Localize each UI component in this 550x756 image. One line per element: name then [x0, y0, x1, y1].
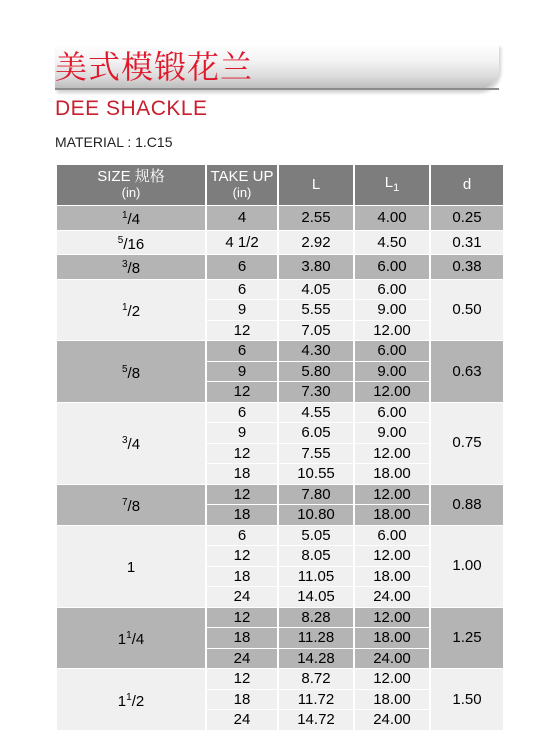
l-cell: 5.55 — [279, 300, 353, 320]
size-whole: 1 — [117, 692, 127, 710]
l1-cell: 18.00 — [355, 628, 429, 648]
l-cell: 7.55 — [279, 444, 353, 464]
size-cell — [57, 255, 205, 279]
l-cell: 11.72 — [279, 690, 353, 710]
size-numerator: 1 — [121, 302, 128, 313]
size-denominator: 2 — [135, 692, 145, 710]
l-cell: 11.28 — [279, 628, 353, 648]
size-whole: 1 — [126, 559, 136, 577]
takeup-cell: 9 — [207, 362, 277, 382]
takeup-cell: 12 — [207, 608, 277, 628]
header-l1-sub: 1 — [393, 181, 400, 194]
takeup-cell: 6 — [207, 341, 277, 361]
size-fraction-slash: / — [127, 303, 132, 320]
header-l1 — [355, 165, 429, 205]
d-cell: 0.88 — [431, 485, 503, 525]
size-denominator: 16 — [127, 235, 145, 253]
size-fraction-slash: / — [131, 692, 136, 710]
l1-cell: 12.00 — [355, 608, 429, 628]
takeup-cell: 6 — [207, 526, 277, 546]
l1-cell: 12.00 — [355, 444, 429, 464]
table-row — [57, 206, 503, 230]
size-denominator: 8 — [131, 260, 141, 277]
table-row — [57, 526, 503, 546]
table-row — [57, 608, 503, 628]
size-fraction-slash: / — [127, 211, 132, 228]
d-cell: 0.25 — [431, 206, 503, 230]
l1-cell: 18.00 — [355, 567, 429, 587]
size-cell — [57, 403, 205, 484]
d-cell: 1.00 — [431, 526, 503, 607]
takeup-cell: 24 — [207, 710, 277, 730]
table-row — [57, 403, 503, 423]
page-title-english: DEE SHACKLE — [55, 97, 208, 120]
size-numerator: 3 — [121, 259, 128, 270]
size-fraction-slash: / — [127, 364, 132, 382]
size-whole: 1 — [117, 631, 127, 648]
l-cell: 2.55 — [279, 206, 353, 230]
l-cell: 4.55 — [279, 403, 353, 423]
takeup-cell: 4 — [207, 206, 277, 230]
l1-cell: 18.00 — [355, 505, 429, 525]
d-cell: 1.25 — [431, 608, 503, 669]
takeup-cell: 9 — [207, 423, 277, 443]
l1-cell: 4.00 — [355, 206, 429, 230]
size-fraction-slash: / — [127, 436, 132, 454]
l1-cell: 12.00 — [355, 485, 429, 505]
table-row — [57, 485, 503, 505]
l-cell: 14.72 — [279, 710, 353, 730]
l-cell: 8.72 — [279, 669, 353, 689]
l-cell: 8.05 — [279, 546, 353, 566]
header-takeup — [207, 165, 277, 205]
size-fraction-slash: / — [127, 497, 132, 515]
header-l1-base: L — [384, 173, 394, 191]
takeup-cell: 18 — [207, 567, 277, 587]
size-numerator: 5 — [121, 363, 128, 375]
l1-cell: 6.00 — [355, 341, 429, 361]
takeup-cell: 24 — [207, 587, 277, 607]
size-denominator: 4 — [131, 211, 141, 228]
size-numerator: 1 — [126, 630, 132, 641]
l-cell: 7.30 — [279, 382, 353, 402]
l-cell: 10.80 — [279, 505, 353, 525]
l-cell: 7.05 — [279, 321, 353, 341]
l1-cell: 6.00 — [355, 280, 429, 300]
d-cell: 0.50 — [431, 280, 503, 341]
d-cell: 0.63 — [431, 341, 503, 402]
size-numerator: 1 — [126, 691, 132, 703]
takeup-cell: 18 — [207, 690, 277, 710]
size-fraction-slash: / — [127, 260, 132, 277]
takeup-cell: 9 — [207, 300, 277, 320]
l1-cell: 12.00 — [355, 669, 429, 689]
header-d: d — [431, 165, 503, 205]
l-cell: 5.05 — [279, 526, 353, 546]
takeup-cell: 6 — [207, 403, 277, 423]
spec-table — [55, 164, 505, 731]
size-cell — [57, 206, 205, 230]
table-row — [57, 280, 503, 300]
size-denominator: 8 — [131, 364, 141, 382]
l1-cell: 24.00 — [355, 587, 429, 607]
l1-cell: 9.00 — [355, 362, 429, 382]
l1-cell: 24.00 — [355, 649, 429, 669]
header-takeup-unit: (in) — [232, 185, 252, 200]
d-cell: 1.50 — [431, 669, 503, 730]
l-cell: 6.05 — [279, 423, 353, 443]
l-cell: 5.80 — [279, 362, 353, 382]
l-cell: 2.92 — [279, 231, 353, 255]
table-row — [57, 669, 503, 689]
size-cell — [57, 526, 205, 607]
d-cell: 0.31 — [431, 231, 503, 255]
table-row — [57, 231, 503, 255]
takeup-cell: 6 — [207, 280, 277, 300]
takeup-cell: 12 — [207, 669, 277, 689]
l-cell: 4.05 — [279, 280, 353, 300]
size-cell — [57, 669, 205, 730]
header-size — [57, 165, 205, 205]
header-l: L — [279, 165, 353, 205]
l1-cell: 9.00 — [355, 300, 429, 320]
size-fraction-slash: / — [123, 235, 128, 253]
size-numerator: 7 — [121, 496, 128, 508]
l1-cell: 24.00 — [355, 710, 429, 730]
l1-cell: 6.00 — [355, 526, 429, 546]
l1-cell: 6.00 — [355, 403, 429, 423]
l-cell: 8.28 — [279, 608, 353, 628]
takeup-cell: 18 — [207, 505, 277, 525]
takeup-cell: 4 1/2 — [207, 231, 277, 255]
table-row — [57, 341, 503, 361]
size-denominator: 4 — [131, 436, 141, 454]
l-cell: 11.05 — [279, 567, 353, 587]
header-size-unit: (in) — [121, 185, 141, 200]
l1-cell: 6.00 — [355, 255, 429, 279]
takeup-cell: 12 — [207, 485, 277, 505]
takeup-cell: 12 — [207, 546, 277, 566]
l-cell: 14.28 — [279, 649, 353, 669]
l1-cell: 12.00 — [355, 382, 429, 402]
header-takeup-label: TAKE UP — [210, 168, 274, 185]
l1-cell: 4.50 — [355, 231, 429, 255]
takeup-cell: 12 — [207, 444, 277, 464]
l1-cell: 12.00 — [355, 321, 429, 341]
l1-cell: 12.00 — [355, 546, 429, 566]
table-body — [57, 206, 503, 730]
size-cell — [57, 280, 205, 341]
header-size-label: SIZE 规格 — [97, 168, 165, 185]
size-denominator: 2 — [131, 303, 141, 320]
material-label: MATERIAL : 1.C15 — [55, 134, 173, 150]
size-cell — [57, 608, 205, 669]
table-header-row — [57, 165, 503, 205]
l-cell: 7.80 — [279, 485, 353, 505]
size-numerator: 3 — [121, 435, 128, 447]
l1-cell: 18.00 — [355, 464, 429, 484]
l-cell: 10.55 — [279, 464, 353, 484]
size-denominator: 8 — [131, 497, 141, 515]
size-cell — [57, 341, 205, 402]
size-cell — [57, 485, 205, 525]
size-numerator: 1 — [121, 210, 128, 221]
size-fraction-slash: / — [131, 631, 136, 648]
l-cell: 14.05 — [279, 587, 353, 607]
takeup-cell: 12 — [207, 382, 277, 402]
l-cell: 4.30 — [279, 341, 353, 361]
d-cell: 0.75 — [431, 403, 503, 484]
d-cell: 0.38 — [431, 255, 503, 279]
takeup-cell: 18 — [207, 628, 277, 648]
size-cell — [57, 231, 205, 255]
takeup-cell: 18 — [207, 464, 277, 484]
page-title-chinese: 美式模锻花兰 — [55, 48, 254, 86]
takeup-cell: 6 — [207, 255, 277, 279]
takeup-cell: 12 — [207, 321, 277, 341]
size-denominator: 4 — [135, 631, 145, 648]
l1-cell: 9.00 — [355, 423, 429, 443]
l1-cell: 18.00 — [355, 690, 429, 710]
takeup-cell: 24 — [207, 649, 277, 669]
size-numerator: 5 — [117, 234, 124, 246]
table-row — [57, 255, 503, 279]
l-cell: 3.80 — [279, 255, 353, 279]
